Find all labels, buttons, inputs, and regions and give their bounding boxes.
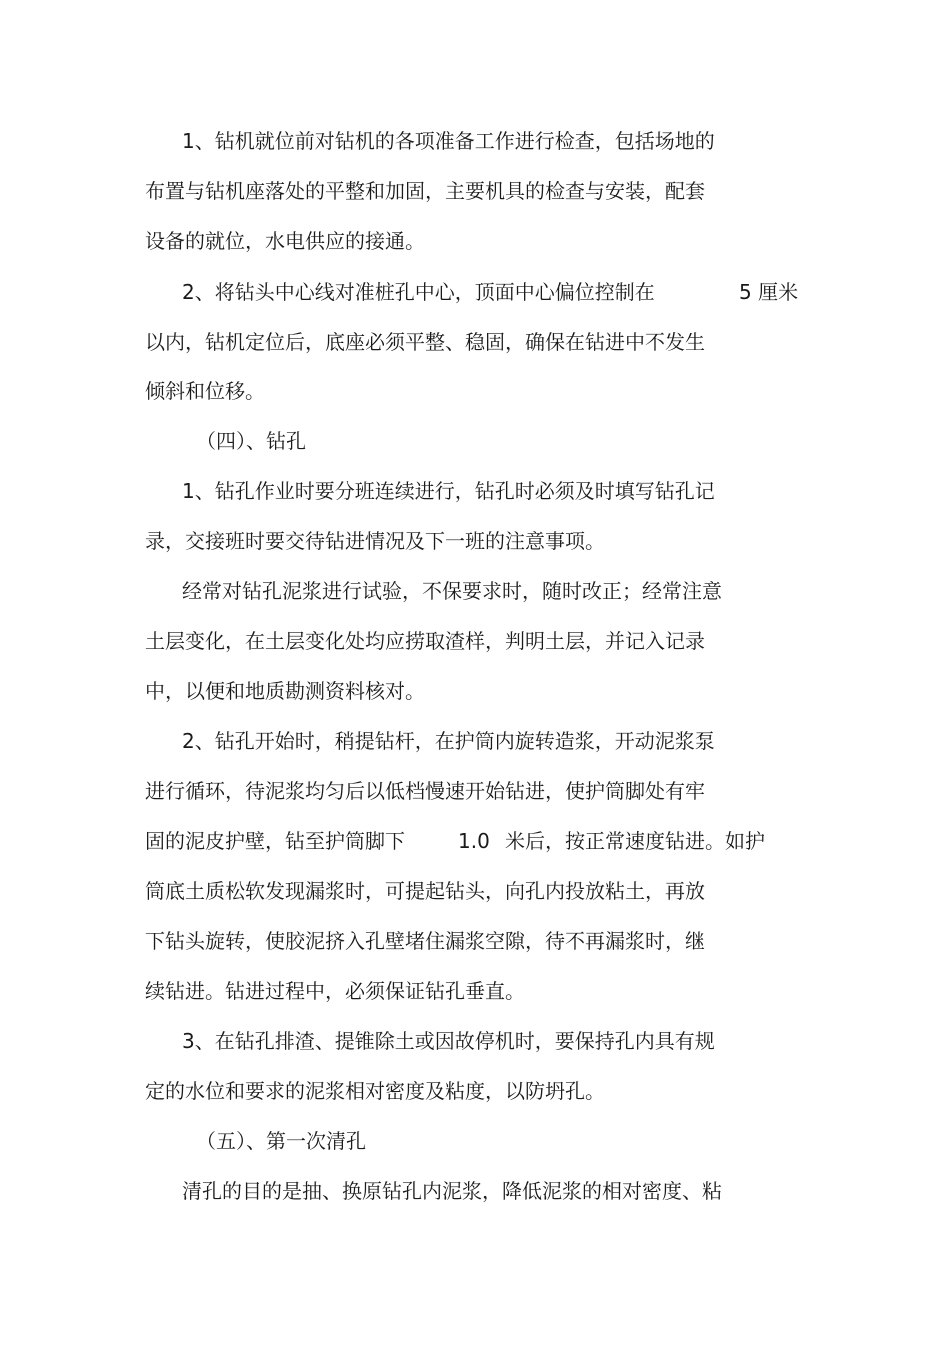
- paragraph-line: 1、钻机就位前对钻机的各项准备工作进行检查，包括场地的: [182, 129, 715, 153]
- paragraph-line: 定的水位和要求的泥浆相对密度及粘度，以防坍孔。: [145, 1079, 605, 1103]
- section-heading: （四）、钻孔: [196, 429, 306, 453]
- paragraph-line: 布置与钻机座落处的平整和加固，主要机具的检查与安装，配套: [145, 179, 705, 203]
- paragraph-line: 清孔的目的是抽、换原钻孔内泥浆，降低泥浆的相对密度、粘: [182, 1179, 722, 1203]
- paragraph-line: 录，交接班时要交待钻进情况及下一班的注意事项。: [145, 529, 605, 553]
- paragraph-line: 2、将钻头中心线对准桩孔中心，顶面中心偏位控制在: [182, 280, 655, 304]
- paragraph-line: 下钻头旋转，使胶泥挤入孔壁堵住漏浆空隙，待不再漏浆时，继: [145, 929, 705, 953]
- paragraph-line: 固的泥皮护壁，钻至护筒脚下: [145, 829, 405, 853]
- paragraph-line: 5 厘米: [739, 280, 799, 304]
- paragraph-line: 经常对钻孔泥浆进行试验，不保要求时，随时改正；经常注意: [182, 579, 722, 603]
- paragraph-line: 以内，钻机定位后，底座必须平整、稳固，确保在钻进中不发生: [145, 330, 705, 354]
- paragraph-line: 1、钻孔作业时要分班连续进行，钻孔时必须及时填写钻孔记: [182, 479, 715, 503]
- paragraph-line: 筒底土质松软发现漏浆时，可提起钻头，向孔内投放粘土，再放: [145, 879, 705, 903]
- section-heading: （五）、第一次清孔: [196, 1129, 366, 1153]
- paragraph-line: 续钻进。钻进过程中，必须保证钻孔垂直。: [145, 979, 525, 1003]
- paragraph-line: 进行循环，待泥浆均匀后以低档慢速开始钻进，使护筒脚处有牢: [145, 779, 705, 803]
- paragraph-line: 1.0: [458, 829, 490, 853]
- paragraph-line: 设备的就位，水电供应的接通。: [145, 229, 425, 253]
- paragraph-line: 2、钻孔开始时，稍提钻杆，在护筒内旋转造浆，开动泥浆泵: [182, 729, 715, 753]
- paragraph-line: 3、在钻孔排渣、提锥除土或因故停机时，要保持孔内具有规: [182, 1029, 715, 1053]
- paragraph-line: 倾斜和位移。: [145, 379, 265, 403]
- paragraph-line: 米后，按正常速度钻进。如护: [505, 829, 765, 853]
- paragraph-line: 中，以便和地质勘测资料核对。: [145, 679, 425, 703]
- paragraph-line: 土层变化，在土层变化处均应捞取渣样，判明土层，并记入记录: [145, 629, 705, 653]
